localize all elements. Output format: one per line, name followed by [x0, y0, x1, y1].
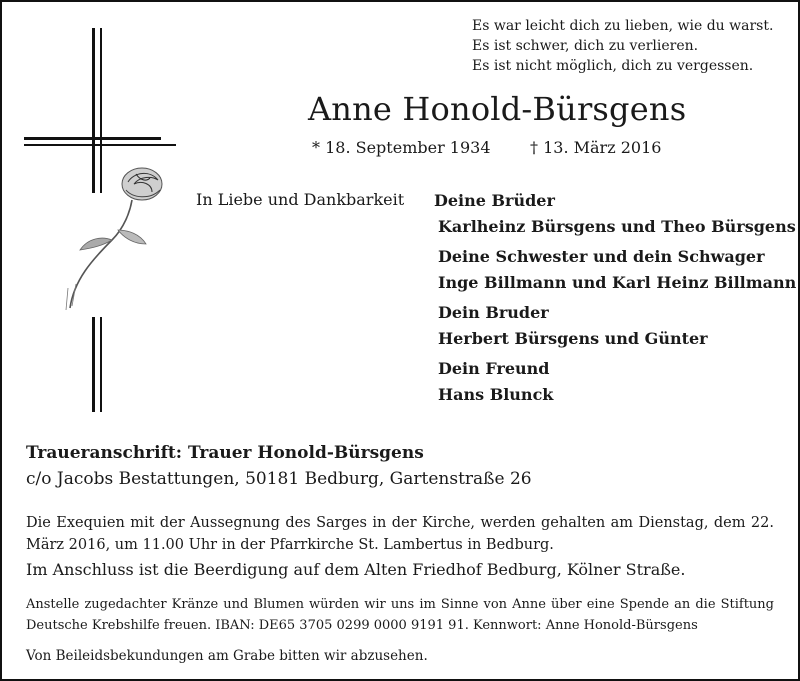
- poem-line: Es war leicht dich zu lieben, wie du warst.: [472, 18, 774, 34]
- poem-line: Es ist nicht möglich, dich zu vergessen.: [472, 58, 754, 74]
- rose-icon: [52, 160, 172, 320]
- mourner-heading: Deine Brüder: [434, 191, 555, 210]
- birth-date: * 18. September 1934: [312, 138, 491, 157]
- address-line: c/o Jacobs Bestattungen, 50181 Bedburg, Gartenstraße 26: [26, 469, 532, 489]
- poem: [472, 16, 773, 76]
- service-text: Die Exequien mit der Aussegnung des Sarges in der Kirche, werden gehalten am Dienstag, dem 22. März 2016, um 11.00 Uhr in der Pfarrkirche St. Lambertus in Bedburg.: [26, 515, 774, 553]
- death-date: † 13. März 2016: [530, 138, 662, 157]
- donation-text: Anstelle zugedachter Kränze und Blumen würden wir uns im Sinne von Anne über eine Spende an die Stiftung Deutsche Krebshilfe freuen. IBAN: DE65 3705 0299 0000 9191 91. Kennwort: Anne Honold-Bürsgens: [26, 597, 774, 633]
- address-title: Traueranschrift: Trauer Honold-Bürsgens: [26, 443, 424, 463]
- mourner-names: Hans Blunck: [438, 385, 554, 404]
- mourner-heading: Deine Schwester und dein Schwager: [438, 247, 765, 266]
- mourner-group: [438, 244, 796, 296]
- mourning-address: [26, 440, 532, 492]
- mourner-names: Inge Billmann und Karl Heinz Billmann: [438, 273, 797, 292]
- deceased-name: Anne Honold-Bürsgens: [308, 90, 687, 128]
- mourner-heading: Dein Bruder: [438, 303, 549, 322]
- mourner-group: [434, 188, 796, 240]
- mourner-names: Karlheinz Bürsgens und Theo Bürsgens: [438, 217, 796, 236]
- poem-line: Es ist schwer, dich zu verlieren.: [472, 38, 699, 54]
- burial-text: Im Anschluss ist die Beerdigung auf dem Alten Friedhof Bedburg, Kölner Straße.: [26, 560, 686, 579]
- mourner-group: [438, 356, 796, 408]
- mourner-heading: Dein Freund: [438, 359, 550, 378]
- dedication: In Liebe und Dankbarkeit: [196, 190, 405, 209]
- mourners-list: [434, 188, 797, 412]
- mourner-names: Herbert Bürsgens und Günter: [438, 329, 708, 348]
- mourner-group: [438, 300, 796, 352]
- condolences-text: Von Beileidsbekundungen am Grabe bitten wir abzusehen.: [26, 648, 428, 664]
